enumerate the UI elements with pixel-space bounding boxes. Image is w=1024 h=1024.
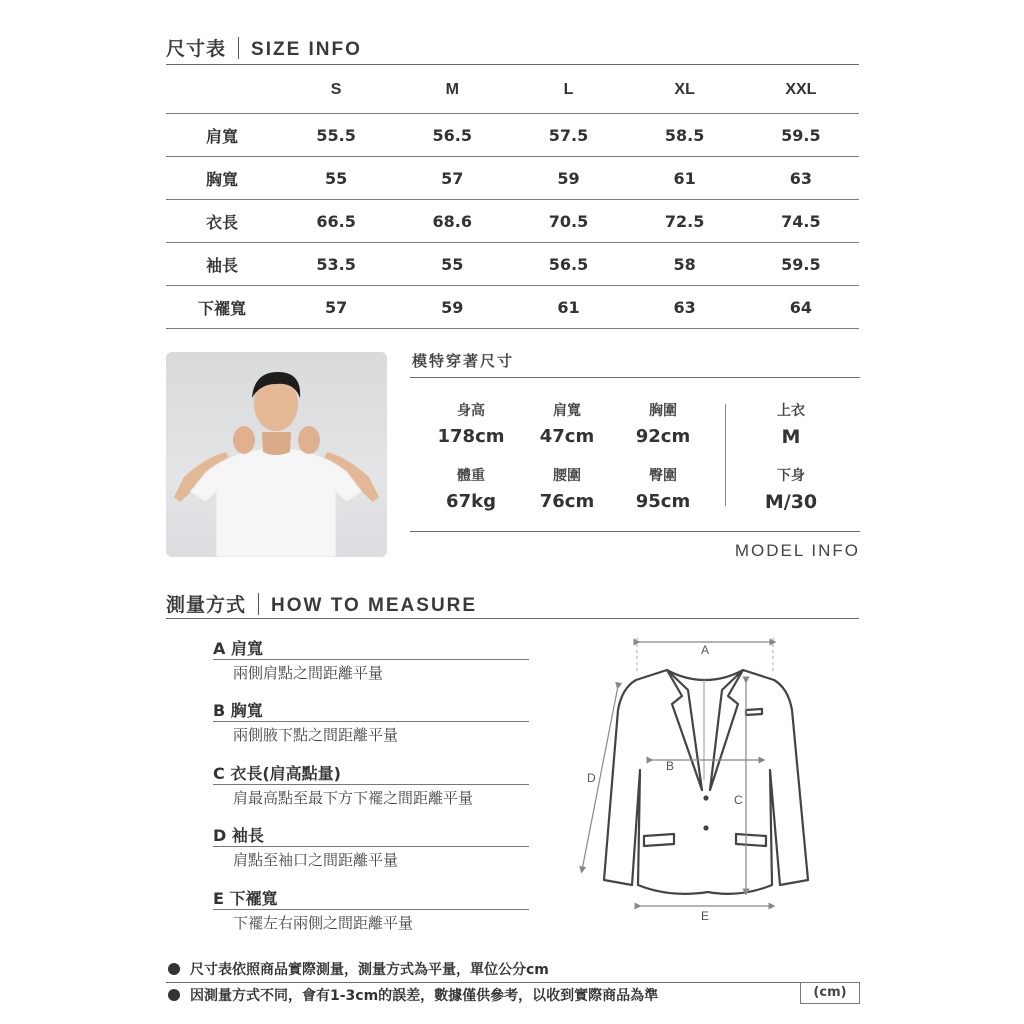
measure-letter: B <box>213 701 226 720</box>
note-rule <box>166 982 859 983</box>
measure-name: 袖長 <box>231 826 264 845</box>
measure-item-title <box>213 698 263 721</box>
size-info-title <box>166 34 362 61</box>
measure-name: 胸寬 <box>230 701 263 720</box>
table-row <box>166 114 859 157</box>
row-label: 肩寬 <box>166 114 278 157</box>
bullet-icon <box>168 989 180 1001</box>
measure-item-rule <box>213 846 529 847</box>
table-cell: 55.5 <box>278 114 394 157</box>
measure-item-desc: 肩最高點至最下方下襬之間距離平量 <box>233 789 474 807</box>
size-table <box>166 66 859 329</box>
table-cell: 59.5 <box>743 114 859 157</box>
table-cell: 72.5 <box>627 200 743 243</box>
model-top-value: M <box>781 426 801 448</box>
measure-name: 下襬寬 <box>229 889 278 908</box>
jacket-diagram <box>570 630 830 930</box>
model-stat-value: 76cm <box>539 491 595 512</box>
table-cell: 63 <box>627 286 743 329</box>
measure-title-en: HOW TO MEASURE <box>271 595 478 616</box>
table-cell: 55 <box>278 157 394 200</box>
table-cell: 66.5 <box>278 200 394 243</box>
row-label: 下襬寬 <box>166 286 278 329</box>
size-table-header <box>166 66 859 114</box>
diagram-label-c: C <box>734 793 743 807</box>
size-info-title-zh: 尺寸表 <box>166 38 227 60</box>
measure-letter: A <box>213 639 226 658</box>
size-info-rule <box>166 64 859 65</box>
model-stat-label: 胸圍 <box>649 403 677 419</box>
measure-item-rule <box>213 659 529 660</box>
measure-letter: C <box>213 764 225 783</box>
table-cell: 61 <box>627 157 743 200</box>
measure-name: 肩寬 <box>230 639 263 658</box>
measure-item-desc: 下襬左右兩側之間距離平量 <box>233 914 414 932</box>
measure-letter: E <box>213 889 224 908</box>
measure-item-title <box>213 636 263 659</box>
model-info-footer: MODEL INFO <box>734 541 860 560</box>
table-cell: 59 <box>510 157 626 200</box>
table-cell: 56.5 <box>394 114 510 157</box>
measure-name: 衣長(肩高點量) <box>230 764 341 783</box>
size-col-header: M <box>394 66 510 114</box>
model-heading-rule <box>410 377 860 378</box>
unit-badge: (cm) <box>800 982 860 1004</box>
measure-letter: D <box>213 826 227 845</box>
table-cell: 74.5 <box>743 200 859 243</box>
measure-rule <box>166 618 859 619</box>
table-cell: 53.5 <box>278 243 394 286</box>
table-row <box>166 243 859 286</box>
model-bottom-value: M/30 <box>764 491 818 513</box>
table-cell: 64 <box>743 286 859 329</box>
measure-item-rule <box>213 909 529 910</box>
model-photo <box>166 352 387 557</box>
table-cell: 68.6 <box>394 200 510 243</box>
size-col-header: XL <box>627 66 743 114</box>
measure-item-title <box>213 823 264 846</box>
measure-item-title <box>213 761 341 784</box>
measure-item-rule <box>213 721 529 722</box>
model-stat-value: 95cm <box>635 491 691 512</box>
measure-title-zh: 測量方式 <box>166 594 247 616</box>
row-label: 袖長 <box>166 243 278 286</box>
diagram-label-e: E <box>701 909 710 923</box>
button-dot <box>703 825 708 830</box>
size-col-header: XXL <box>743 66 859 114</box>
table-cell: 58.5 <box>627 114 743 157</box>
model-stat-value: 67kg <box>446 491 496 512</box>
size-col-header: L <box>510 66 626 114</box>
table-row <box>166 200 859 243</box>
row-label: 胸寬 <box>166 157 278 200</box>
diagram-label-b: B <box>666 759 675 773</box>
model-figure-icon <box>166 352 387 557</box>
table-cell: 59 <box>394 286 510 329</box>
model-stat-label: 體重 <box>457 468 485 484</box>
measure-item-desc: 兩側肩點之間距離平量 <box>233 664 384 682</box>
size-col-header: S <box>278 66 394 114</box>
row-label: 衣長 <box>166 200 278 243</box>
table-cell: 70.5 <box>510 200 626 243</box>
table-cell: 57 <box>278 286 394 329</box>
table-cell: 55 <box>394 243 510 286</box>
model-stat-label: 腰圍 <box>553 468 581 484</box>
model-stat-label: 臀圍 <box>649 468 677 484</box>
table-cell: 59.5 <box>743 243 859 286</box>
size-info-title-en: SIZE INFO <box>251 39 362 60</box>
model-footer-rule <box>410 531 860 532</box>
note-text: 因測量方式不同，會有1-3cm的誤差，數據僅供參考，以收到實際商品為準 <box>190 988 659 1004</box>
table-cell: 61 <box>510 286 626 329</box>
table-row <box>166 286 859 329</box>
table-cell: 56.5 <box>510 243 626 286</box>
measure-title <box>166 590 477 617</box>
model-bottom-label: 下身 <box>777 468 805 484</box>
model-stat-value: 178cm <box>437 426 505 447</box>
table-cell: 57.5 <box>510 114 626 157</box>
button-dot <box>703 795 708 800</box>
size-table-corner <box>166 66 278 114</box>
bullet-icon <box>168 963 180 975</box>
diagram-label-a: A <box>701 643 710 657</box>
table-row <box>166 157 859 200</box>
diagram-label-d: D <box>587 771 596 785</box>
model-divider <box>725 404 726 506</box>
measure-item-desc: 肩點至袖口之間距離平量 <box>233 851 399 869</box>
table-cell: 63 <box>743 157 859 200</box>
model-top-label: 上衣 <box>777 403 805 419</box>
jacket-icon <box>604 670 808 894</box>
model-stat-value: 92cm <box>635 426 691 447</box>
measure-item-desc: 兩側腋下點之間距離平量 <box>233 726 399 744</box>
table-cell: 57 <box>394 157 510 200</box>
model-stat-label: 肩寬 <box>553 403 581 419</box>
table-cell: 58 <box>627 243 743 286</box>
model-stat-value: 47cm <box>539 426 595 447</box>
measure-item-title <box>213 886 278 909</box>
note-text: 尺寸表依照商品實際測量，測量方式為平量，單位公分cm <box>190 962 549 978</box>
measure-item-rule <box>213 784 529 785</box>
model-heading: 模特穿著尺寸 <box>412 352 515 370</box>
model-stat-label: 身高 <box>457 403 485 419</box>
